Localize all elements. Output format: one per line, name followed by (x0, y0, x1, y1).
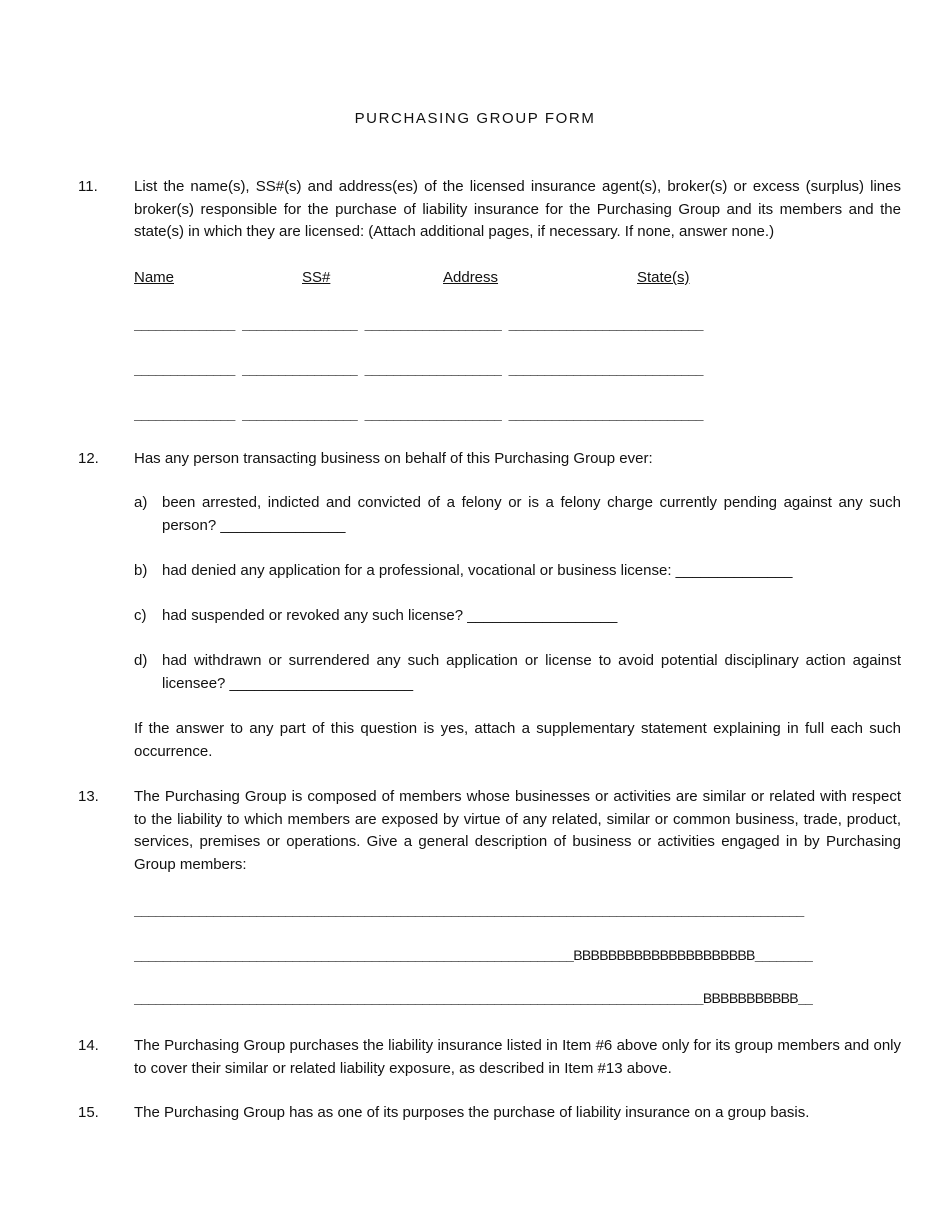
q11-text: List the name(s), SS#(s) and address(es) of the licensed insurance agent(s), broker(s) or excess (surplus) lines broker(s) responsible for the purchase of liability insurance for the Purchasing Group and its members and the state(s) in which they are licensed: (Attach additional pages, if necessary. If none, answer none.) (134, 178, 901, 240)
header-name: Name (134, 269, 175, 286)
header-ss: SS# (302, 269, 331, 286)
description-line-1[interactable]: _____________________________________________________________________________________________ (134, 904, 804, 919)
header-address: Address (443, 269, 499, 286)
q12c-letter: c) (134, 607, 147, 624)
q12a-text[interactable]: been arrested, indicted and convicted of a felony or is a felony charge currently pending against any such person? _______________ (162, 494, 901, 534)
q12d-text[interactable]: had withdrawn or surrendered any such application or license to avoid potential disciplinary action against licensee? ______________________ (162, 652, 901, 692)
q12b-text[interactable]: had denied any application for a professional, vocational or business license: ______________ (162, 562, 793, 579)
q15-text: The Purchasing Group has as one of its purposes the purchase of liability insurance on a group basis. (134, 1104, 810, 1121)
page-title: PURCHASING GROUP FORM (354, 110, 596, 127)
q13-text: The Purchasing Group is composed of members whose businesses or activities are similar or related with respect to the liability to which members are exposed by virtue of any related, similar or common business, trade, product, services, premises or operations. Give a general description of business or activities engaged in by Purchasing Group members: (134, 788, 901, 873)
agent-row-3-blank[interactable]: ______________ ________________ ___________________ ___________________________ (134, 408, 703, 423)
q15-number: 15. (78, 1104, 99, 1121)
description-line-2-prefix: _____________________________________________________________ (134, 949, 574, 964)
q14-number: 14. (78, 1037, 99, 1054)
agent-row-2-blank[interactable]: ______________ ________________ ___________________ ___________________________ (134, 363, 703, 378)
q11-number: 11. (78, 178, 98, 195)
q12b-letter: b) (134, 562, 148, 579)
q12d-letter: d) (134, 652, 148, 669)
q14-text: The Purchasing Group purchases the liability insurance listed in Item #6 above only for its group members and only to cover their similar or related liability exposure, as described in Item #13 above. (134, 1037, 901, 1077)
header-states: State(s) (637, 269, 690, 286)
q12-note: If the answer to any part of this question is yes, attach a supplementary statement explaining in full each such occurrence. (134, 720, 901, 760)
description-line-3[interactable] (134, 990, 812, 1007)
agent-row-1-blank[interactable]: ______________ ________________ ___________________ ___________________________ (134, 318, 703, 333)
description-line-2-fill: BBBBBBBBBBBBBBBBBBBBB (573, 947, 755, 963)
q12a-letter: a) (134, 494, 148, 511)
q12-number: 12. (78, 450, 99, 467)
description-line-3-suffix: __ (797, 992, 813, 1007)
description-line-3-prefix: _______________________________________________________________________________ (134, 992, 703, 1007)
description-line-3-fill: BBBBBBBBBBB (702, 990, 798, 1006)
q13-number: 13. (78, 788, 99, 805)
q12c-text[interactable]: had suspended or revoked any such license? __________________ (162, 607, 618, 624)
q12-text: Has any person transacting business on behalf of this Purchasing Group ever: (134, 450, 653, 467)
description-line-2[interactable] (134, 947, 812, 964)
description-line-2-suffix: ________ (754, 949, 813, 964)
